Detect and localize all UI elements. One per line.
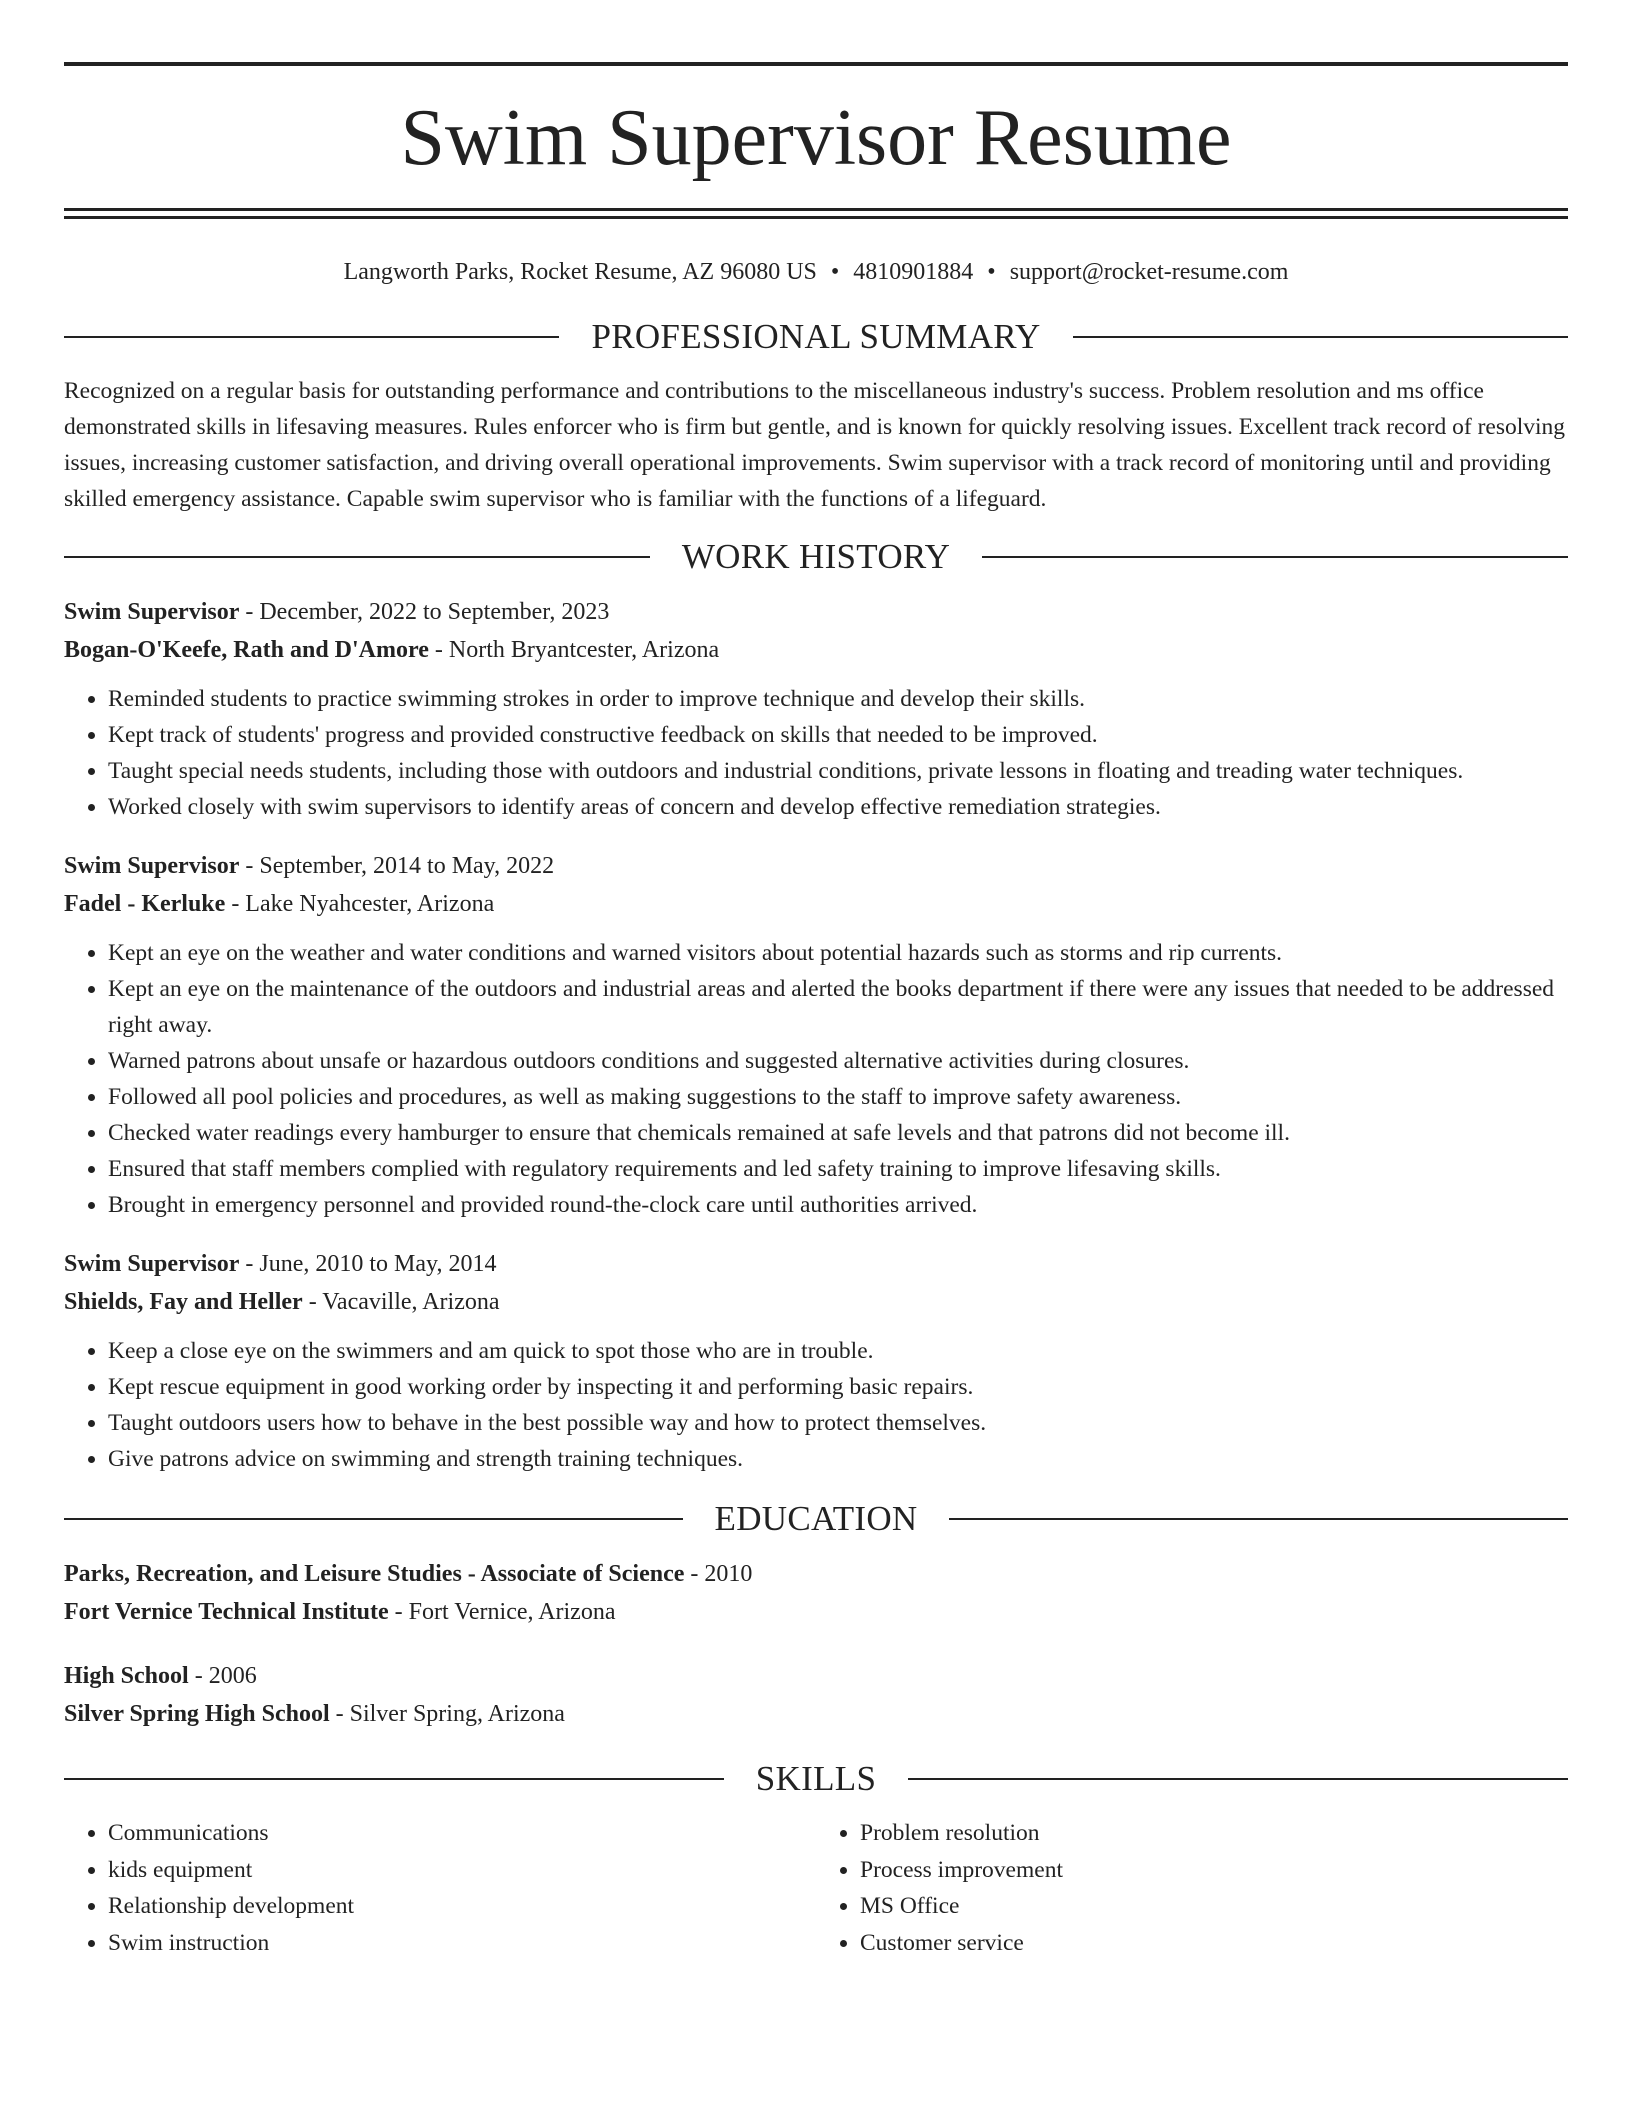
skills-column-left: [64, 1815, 816, 1961]
job-company-line: [64, 1283, 1568, 1321]
job-location: - Vacaville, Arizona: [302, 1289, 500, 1315]
list-item: • Kept an eye on the maintenance of the outdoors and industrial areas and alerted the books department if there were any issues that needed to be addressed right away.: [108, 971, 1568, 1043]
degree-line: [64, 1555, 1568, 1593]
job-title-line: [64, 847, 1568, 885]
section-heading-skills: [64, 1759, 1568, 1799]
list-item: • Kept an eye on the weather and water conditions and warned visitors about potential hazards such as storms and rip currents.: [108, 935, 1568, 971]
section-title: PROFESSIONAL SUMMARY: [591, 317, 1041, 356]
job-dates: - September, 2014 to May, 2022: [239, 853, 555, 879]
heading-rule: [64, 1518, 683, 1520]
job-title-line: [64, 1245, 1568, 1283]
heading-rule: [64, 336, 559, 338]
list-item: • Taught outdoors users how to behave in the best possible way and how to protect themselves.: [108, 1405, 1568, 1441]
list-item: • Followed all pool policies and procedures, as well as making suggestions to the staff to improve safety awareness.: [108, 1079, 1568, 1115]
contact-address: Langworth Parks, Rocket Resume, AZ 96080 US: [343, 259, 817, 285]
work-entry: [64, 1245, 1568, 1477]
work-entry: [64, 593, 1568, 825]
job-location: - North Bryantcester, Arizona: [428, 637, 720, 663]
list-item: • Warned patrons about unsafe or hazardous outdoors conditions and suggested alternative activities during closures.: [108, 1043, 1568, 1079]
heading-rule: [64, 1778, 724, 1780]
job-title: Swim Supervisor: [64, 1251, 240, 1277]
school-location: - Silver Spring, Arizona: [329, 1701, 565, 1727]
contact-phone: 4810901884: [853, 259, 974, 285]
title-double-rule: [64, 208, 1568, 219]
contact-line: [64, 257, 1568, 287]
job-duties: [64, 1333, 1568, 1477]
list-item: • Keep a close eye on the swimmers and am quick to spot those who are in trouble.: [108, 1333, 1568, 1369]
job-duties: [64, 935, 1568, 1223]
degree-line: [64, 1657, 1568, 1695]
skills-list: [64, 1815, 1568, 1961]
list-item: • Taught special needs students, including those with outdoors and industrial conditions, private lessons in floating and treading water techniques.: [108, 753, 1568, 789]
skill-item: • Relationship development: [108, 1888, 816, 1925]
job-company-line: [64, 885, 1568, 923]
list-item: • Kept rescue equipment in good working order by inspecting it and performing basic repairs.: [108, 1369, 1568, 1405]
list-item: • Give patrons advice on swimming and strength training techniques.: [108, 1441, 1568, 1477]
school-line: [64, 1695, 1568, 1733]
skill-item: • Problem resolution: [860, 1815, 1568, 1852]
school-line: [64, 1593, 1568, 1631]
heading-rule: [1073, 336, 1568, 338]
skill-item: • Swim instruction: [108, 1925, 816, 1962]
list-item: • Kept track of students' progress and provided constructive feedback on skills that needed to be improved.: [108, 717, 1568, 753]
heading-rule: [908, 1778, 1568, 1780]
heading-rule: [982, 556, 1568, 558]
education-entry: [64, 1555, 1568, 1631]
list-item: • Worked closely with swim supervisors to identify areas of concern and develop effective remediation strategies.: [108, 789, 1568, 825]
job-dates: - December, 2022 to September, 2023: [239, 599, 610, 625]
job-company: Shields, Fay and Heller: [64, 1289, 303, 1315]
job-title: Swim Supervisor: [64, 853, 240, 879]
degree-year: - 2010: [684, 1561, 753, 1587]
top-rule: [64, 62, 1568, 66]
contact-email: support@rocket-resume.com: [1009, 259, 1289, 285]
section-title: EDUCATION: [714, 1499, 918, 1538]
school: Silver Spring High School: [64, 1701, 330, 1727]
job-company-line: [64, 631, 1568, 669]
list-item: • Reminded students to practice swimming strokes in order to improve technique and develop their skills.: [108, 681, 1568, 717]
skill-item: • MS Office: [860, 1888, 1568, 1925]
school-location: - Fort Vernice, Arizona: [388, 1599, 616, 1625]
section-heading-education: [64, 1499, 1568, 1539]
skill-item: • Communications: [108, 1815, 816, 1852]
section-heading-summary: [64, 317, 1568, 357]
contact-separator: •: [987, 259, 996, 285]
job-company: Fadel - Kerluke: [64, 891, 226, 917]
degree: High School: [64, 1663, 189, 1689]
skill-item: • kids equipment: [108, 1852, 816, 1889]
section-heading-work: [64, 537, 1568, 577]
degree-year: - 2006: [188, 1663, 257, 1689]
skills-column-right: [816, 1815, 1568, 1961]
heading-rule: [64, 556, 650, 558]
section-title: SKILLS: [755, 1759, 877, 1798]
job-duties: [64, 681, 1568, 825]
job-title-line: [64, 593, 1568, 631]
job-dates: - June, 2010 to May, 2014: [239, 1251, 497, 1277]
contact-separator: •: [830, 259, 840, 285]
job-company: Bogan-O'Keefe, Rath and D'Amore: [64, 637, 429, 663]
skill-item: • Customer service: [860, 1925, 1568, 1962]
section-title: WORK HISTORY: [681, 537, 951, 576]
heading-rule: [949, 1518, 1568, 1520]
list-item: • Ensured that staff members complied with regulatory requirements and led safety training to improve lifesaving skills.: [108, 1151, 1568, 1187]
skill-item: • Process improvement: [860, 1852, 1568, 1889]
work-entry: [64, 847, 1568, 1223]
school: Fort Vernice Technical Institute: [64, 1599, 389, 1625]
degree: Parks, Recreation, and Leisure Studies - Associate of Science: [64, 1561, 685, 1587]
list-item: • Checked water readings every hamburger to ensure that chemicals remained at safe levels and that patrons did not become ill.: [108, 1115, 1568, 1151]
job-location: - Lake Nyahcester, Arizona: [225, 891, 495, 917]
summary-text: Recognized on a regular basis for outstanding performance and contributions to the miscellaneous industry's success. Problem resolution and ms office demonstrated skills in lifesaving measures. Rules enforcer who is firm but gentle, and is known for quickly resolving issues. Excellent track record of resolving issues, increasing customer satisfaction, and driving overall operational improvements. Swim supervisor with a track record of monitoring until and providing skilled emergency assistance. Capable swim supervisor who is familiar with the functions of a lifeguard.: [64, 378, 1566, 512]
education-entry: [64, 1657, 1568, 1733]
list-item: • Brought in emergency personnel and provided round-the-clock care until authorities arrived.: [108, 1187, 1568, 1223]
page-title: Swim Supervisor Resume: [400, 94, 1232, 182]
job-title: Swim Supervisor: [64, 599, 240, 625]
